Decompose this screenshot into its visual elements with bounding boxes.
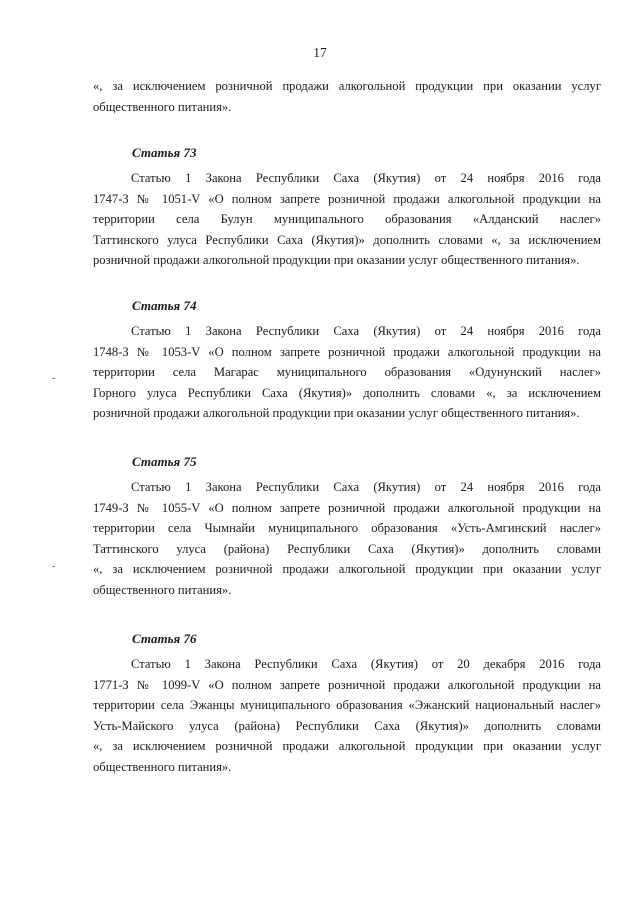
text-line: 1748-З № 1053-V «О полном запрете розничной продажи алкогольной продукции на <box>93 344 601 359</box>
text-line: «, за исключением розничной продажи алкогольной продукции при оказании услуг <box>93 79 601 93</box>
text-line: территории села Чымнайи муниципального образования «Усть-Амгинский наслег» <box>93 521 601 536</box>
article-heading-75: Статья 75 <box>132 454 197 469</box>
page-number: 17 <box>313 45 327 60</box>
text-line: общественного питания». <box>93 582 232 597</box>
text-line: территории села Булун муниципального образования «Алданский наслег» <box>93 212 601 227</box>
article-heading-74: Статья 74 <box>132 298 197 313</box>
text-line: Статью 1 Закона Республики Саха (Якутия) от 20 декабря 2016 года <box>131 657 601 671</box>
text-line: «, за исключением розничной продажи алкогольной продукции при оказании услуг <box>93 739 601 754</box>
text-line: Таттинского улуса Республики Саха (Якутия)» дополнить словами «, за исключением <box>93 232 601 247</box>
text-line: 1749-З № 1055-V «О полном запрете розничной продажи алкогольной продукции на <box>93 500 601 515</box>
text-line: «, за исключением розничной продажи алкогольной продукции при оказании услуг <box>93 562 601 577</box>
article-body-74 <box>93 321 601 424</box>
text-line: территории села Магарас муниципального образования «Одунунский наслег» <box>93 365 601 380</box>
article-body-75 <box>93 477 601 601</box>
text-line: Статью 1 Закона Республики Саха (Якутия) от 24 ноября 2016 года <box>131 324 601 338</box>
text-line: розничной продажи алкогольной продукции при оказании услуг общественного питания». <box>93 406 580 421</box>
text-line: Статью 1 Закона Республики Саха (Якутия) от 24 ноября 2016 года <box>131 171 601 185</box>
text-line: Статью 1 Закона Республики Саха (Якутия) от 24 ноября 2016 года <box>131 480 601 494</box>
text-line: Таттинского улуса (района) Республики Саха (Якутия)» дополнить словами <box>93 541 601 556</box>
article-body-76 <box>93 654 601 778</box>
article-heading-76: Статья 76 <box>132 631 197 646</box>
text-line: территории села Эжанцы муниципального образования «Эжанский национальный наслег» <box>93 698 601 713</box>
intro-paragraph <box>93 76 601 117</box>
text-line: общественного питания». <box>93 759 232 774</box>
text-line: розничной продажи алкогольной продукции при оказании услуг общественного питания». <box>93 253 580 268</box>
article-body-73 <box>93 168 601 271</box>
scan-mark <box>52 566 55 567</box>
scan-mark <box>52 378 55 379</box>
article-heading-73: Статья 73 <box>132 145 197 160</box>
text-line: общественного питания». <box>93 99 232 114</box>
text-line: Горного улуса Республики Саха (Якутия)» дополнить словами «, за исключением <box>93 385 601 400</box>
text-line: Усть-Майского улуса (района) Республики Саха (Якутия)» дополнить словами <box>93 718 601 733</box>
text-line: 1747-З № 1051-V «О полном запрете розничной продажи алкогольной продукции на <box>93 191 601 206</box>
text-line: 1771-З № 1099-V «О полном запрете розничной продажи алкогольной продукции на <box>93 677 601 692</box>
